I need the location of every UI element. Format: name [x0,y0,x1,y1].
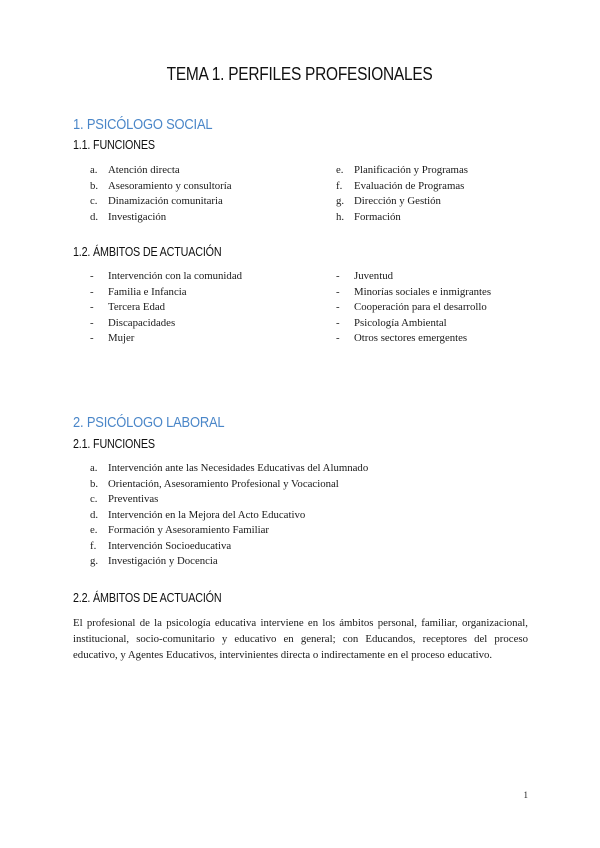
list-item-text: Intervención en la Mejora del Acto Educativo [108,508,306,521]
list-item-text: Juventud [354,270,393,282]
list-item [90,477,530,493]
list-marker: e. [90,524,98,536]
list-item [90,179,320,195]
list-marker: - [336,332,340,344]
list-item-text: Investigación y Docencia [108,555,218,567]
list-marker: d. [90,210,99,223]
section-1-2-list-right [336,269,536,347]
list-item [90,523,530,539]
list-item [90,539,530,555]
list-item-text: Dirección y Gestión [354,195,441,207]
section-2-2-paragraph: El profesional de la psicología educativa interviene en los ámbitos personal, familiar, organizacional, institucional, socio-comunitario y educativo en general; con Educandos, receptores del proceso educativo, y Agentes Educativos, intervinientes directa o indirectamente en el proceso educativo. [73,617,528,661]
list-item-text: Intervención con la comunidad [108,270,243,282]
list-item-text: Intervención Socioeducativa [108,539,232,552]
section-1-1-list-left [90,163,320,225]
list-item [336,179,536,195]
section-2-1-heading: 2.1. FUNCIONES [73,437,155,451]
list-item [336,163,536,179]
list-marker: - [90,301,94,313]
list-marker: d. [90,508,99,521]
list-item-text: Formación y Asesoramiento Familiar [108,524,270,536]
list-item [336,194,536,210]
list-item [90,269,320,285]
list-marker: - [90,332,94,344]
list-item [90,210,320,226]
list-marker: b. [90,477,99,490]
page-number: 1 [523,790,528,800]
section-2-1-list [90,461,530,570]
list-item-text: Minorías sociales e inmigrantes [354,285,492,298]
section-2-heading: 2. PSICÓLOGO LABORAL [73,414,225,431]
section-2-2-heading: 2.2. ÁMBITOS DE ACTUACIÓN [73,591,222,605]
list-item-text: Investigación [108,210,167,223]
section-1-2-list-left [90,269,320,347]
list-item-text: Psicología Ambiental [354,316,447,329]
list-item [90,285,320,301]
list-item [90,492,530,508]
list-marker: h. [336,210,345,223]
section-1-2-heading: 1.2. ÁMBITOS DE ACTUACIÓN [73,245,222,259]
list-marker: - [90,285,94,298]
list-marker: - [336,316,340,329]
list-item [90,194,320,210]
list-item-text: Preventivas [108,493,159,505]
list-item-text: Mujer [108,332,135,344]
list-marker: c. [90,195,98,207]
list-marker: a. [90,462,98,474]
list-item-text: Dinamización comunitaria [108,195,223,207]
section-1-1-list-right [336,163,536,225]
list-item [336,331,536,347]
list-item-text: Evaluación de Programas [354,179,465,192]
list-marker: - [336,301,340,313]
list-item-text: Familia e Infancia [108,285,187,298]
list-item [336,285,536,301]
list-item-text: Cooperación para el desarrollo [354,301,487,313]
list-marker: - [336,270,340,282]
list-item-text: Formación [354,210,401,223]
list-item-text: Tercera Edad [108,301,166,313]
list-marker: g. [336,195,345,207]
list-item [90,508,530,524]
list-item-text: Asesoramiento y consultoría [108,179,232,192]
list-item [90,461,530,477]
list-item [336,316,536,332]
list-item [336,300,536,316]
list-marker: b. [90,179,99,192]
list-marker: e. [336,164,344,176]
list-item-text: Otros sectores emergentes [354,332,468,344]
list-item-text: Orientación, Asesoramiento Profesional y Vocacional [108,477,339,490]
list-marker: f. [336,179,343,192]
section-1-heading: 1. PSICÓLOGO SOCIAL [73,116,213,133]
list-marker: - [90,270,94,282]
list-marker: g. [90,555,99,567]
list-item-text: Atención directa [108,164,180,176]
list-item-text: Intervención ante las Necesidades Educativas del Alumnado [108,462,369,474]
list-marker: f. [90,539,97,552]
list-item [90,163,320,179]
list-item [336,269,536,285]
list-item-text: Discapacidades [108,316,176,329]
list-marker: - [90,316,94,329]
document-title: TEMA 1. PERFILES PROFESIONALES [167,64,433,84]
list-marker: c. [90,493,98,505]
list-item [90,316,320,332]
list-item [90,554,530,570]
list-item [90,331,320,347]
list-marker: - [336,285,340,298]
list-item-text: Planificación y Programas [354,164,468,176]
section-1-1-heading: 1.1. FUNCIONES [73,138,155,152]
list-marker: a. [90,164,98,176]
list-item [90,300,320,316]
list-item [336,210,536,226]
